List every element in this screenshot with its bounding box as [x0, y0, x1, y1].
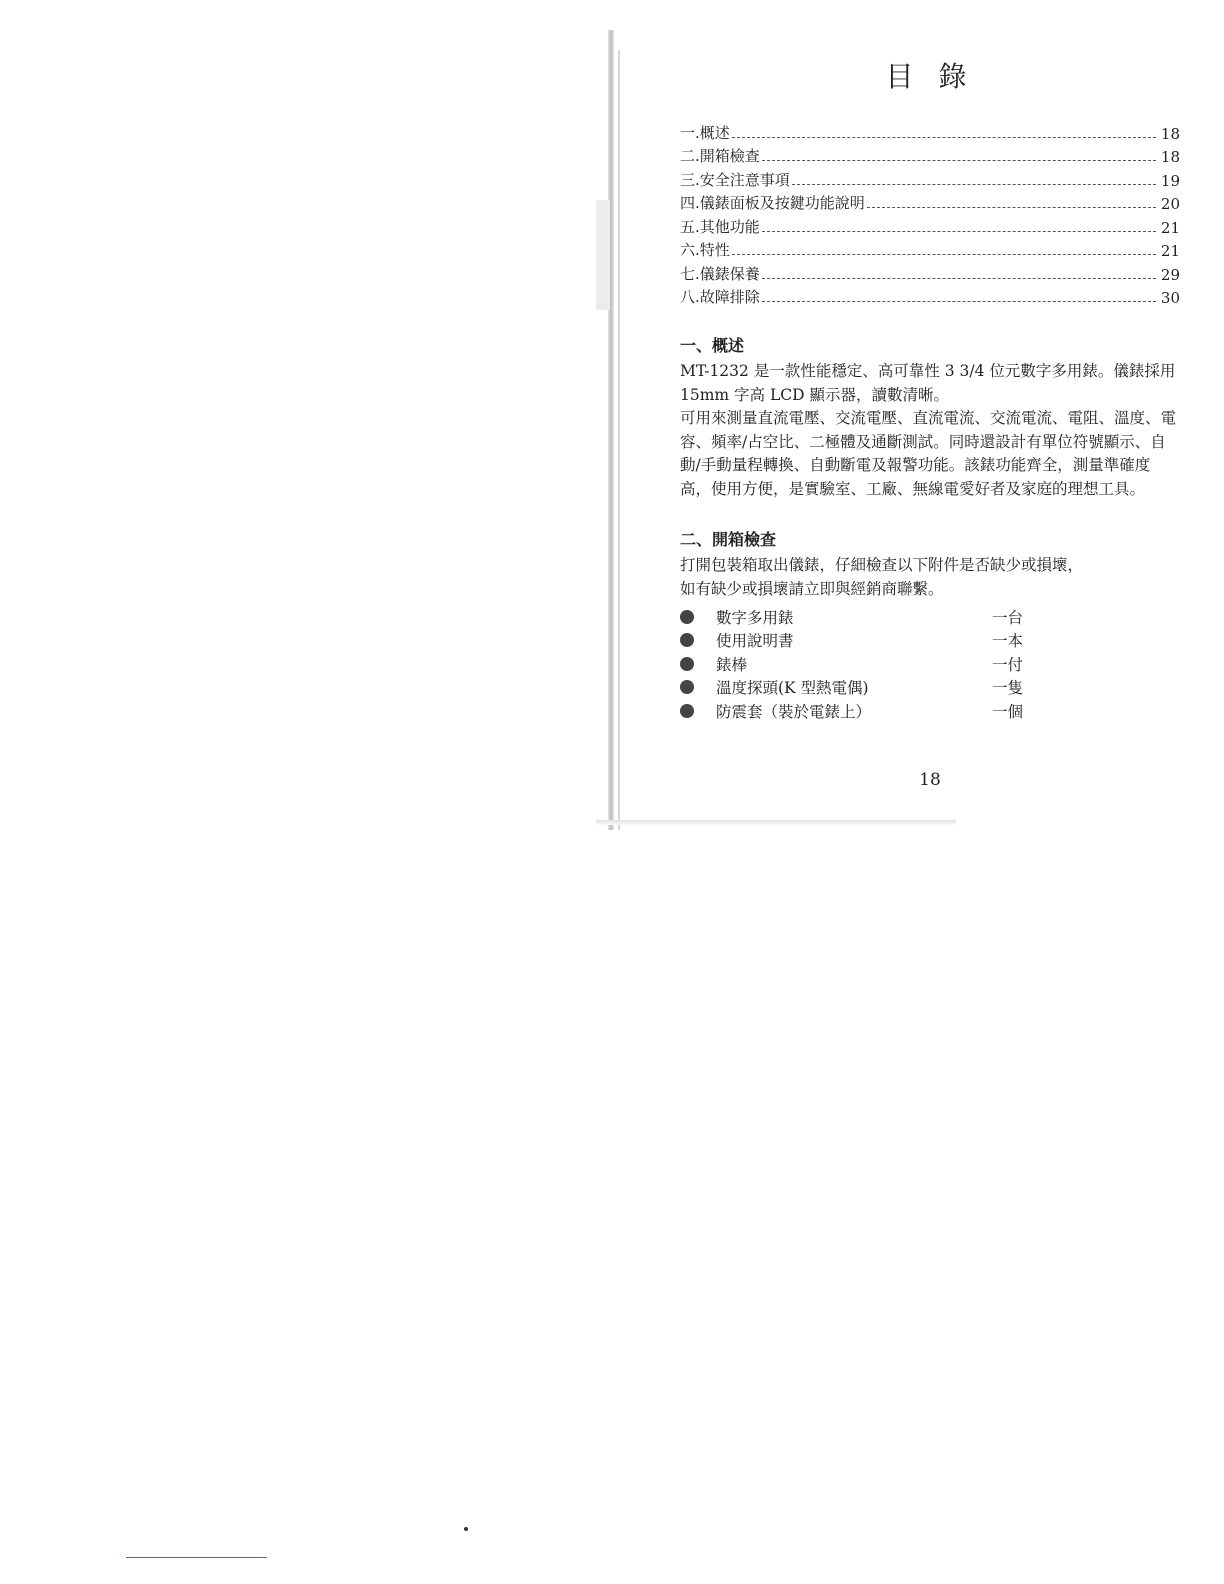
toc-entry: [680, 213, 1180, 237]
item-name: 錶棒: [716, 655, 748, 674]
scan-underline-mark: [126, 1557, 267, 1558]
table-of-contents: [680, 119, 1180, 307]
toc-label: 七.儀錶保養: [680, 264, 760, 283]
scan-binding-edge: [596, 30, 632, 830]
item-quantity: 一個: [992, 702, 1024, 721]
toc-label: 五.其他功能: [680, 217, 760, 236]
toc-entry: [680, 119, 1180, 143]
section-heading-overview: 一、概述: [680, 336, 745, 355]
toc-leader: [762, 231, 1156, 232]
toc-page-number: 21: [1160, 242, 1180, 260]
toc-label: 二.開箱檢查: [680, 147, 760, 165]
toc-leader: [762, 278, 1156, 279]
binding-line: [618, 50, 620, 830]
unboxing-intro-line-2: 如有缺少或損壞請立即與經銷商聯繫。: [680, 579, 944, 598]
item-name: 防震套（裝於電錶上）: [716, 702, 872, 721]
page-bottom-edge: [596, 820, 956, 825]
manual-page: [680, 55, 1180, 790]
toc-page-number: 18: [1160, 148, 1180, 166]
binding-shadow: [608, 30, 614, 830]
bullet-icon: [680, 633, 694, 647]
toc-entry: [680, 143, 1180, 167]
toc-label: 八.故障排除: [680, 288, 760, 306]
toc-page-number: 18: [1160, 124, 1180, 143]
list-item: [680, 652, 1180, 676]
toc-leader: [867, 207, 1156, 208]
list-item: [680, 629, 1180, 653]
toc-page-number: 29: [1160, 265, 1180, 284]
toc-page-number: 30: [1160, 289, 1180, 307]
item-quantity: 一本: [992, 632, 1024, 651]
toc-page-number: 20: [1160, 195, 1180, 213]
toc-entry: [680, 190, 1180, 214]
toc-leader: [732, 254, 1156, 255]
item-quantity: 一台: [992, 608, 1024, 627]
section-heading-unboxing: 二、開箱檢查: [680, 530, 777, 549]
toc-entry: [680, 260, 1180, 284]
unboxing-intro-line-1: 打開包裝箱取出儀錶，仔細檢查以下附件是否缺少或損壞，: [680, 556, 1084, 574]
item-quantity: 一付: [992, 655, 1024, 674]
toc-leader: [762, 160, 1156, 161]
toc-leader: [792, 184, 1156, 185]
item-name: 使用說明書: [716, 632, 794, 651]
accessory-list: [680, 605, 1180, 723]
item-name: 數字多用錶: [716, 608, 794, 627]
item-quantity: 一隻: [992, 679, 1024, 698]
toc-label: 一.概述: [680, 123, 730, 142]
bullet-icon: [680, 704, 694, 718]
page-title: 目 錄: [885, 60, 975, 93]
toc-page-number: 21: [1160, 218, 1180, 237]
toc-label: 六.特性: [680, 241, 730, 259]
bullet-icon: [680, 680, 694, 694]
toc-leader: [732, 137, 1156, 138]
bullet-icon: [680, 657, 694, 671]
toc-label: 三.安全注意事項: [680, 170, 790, 189]
toc-label: 四.儀錶面板及按鍵功能說明: [680, 194, 865, 212]
toc-entry: [680, 166, 1180, 190]
list-item: [680, 699, 1180, 723]
toc-leader: [762, 301, 1156, 302]
overview-paragraph-1: MT-1232 是一款性能穩定、高可靠性 3 3/4 位元數字多用錶。儀錶採用 15mm 字高 LCD 顯示器，讀數清晰。: [680, 362, 1176, 404]
bullet-icon: [680, 610, 694, 624]
overview-paragraph-2: 可用來測量直流電壓、交流電壓、直流電流、交流電流、電阻、溫度、電容、頻率/占空比、二極體及通斷測試。同時還設計有單位符號顯示、自動/手動量程轉換、自動斷電及報警功能。該錶功能齊全，測量準確度高，使用方便，是實驗室、工廠、無線電愛好者及家庭的理想工具。: [680, 409, 1177, 498]
toc-entry: [680, 237, 1180, 261]
toc-page-number: 19: [1160, 171, 1180, 190]
binding-patch: [596, 200, 610, 310]
scan-dot-mark: [464, 1527, 468, 1531]
page-number: 18: [919, 770, 941, 790]
toc-entry: [680, 284, 1180, 308]
list-item: [680, 676, 1180, 700]
item-name: 溫度探頭(K 型熱電偶): [716, 679, 869, 698]
list-item: [680, 605, 1180, 629]
